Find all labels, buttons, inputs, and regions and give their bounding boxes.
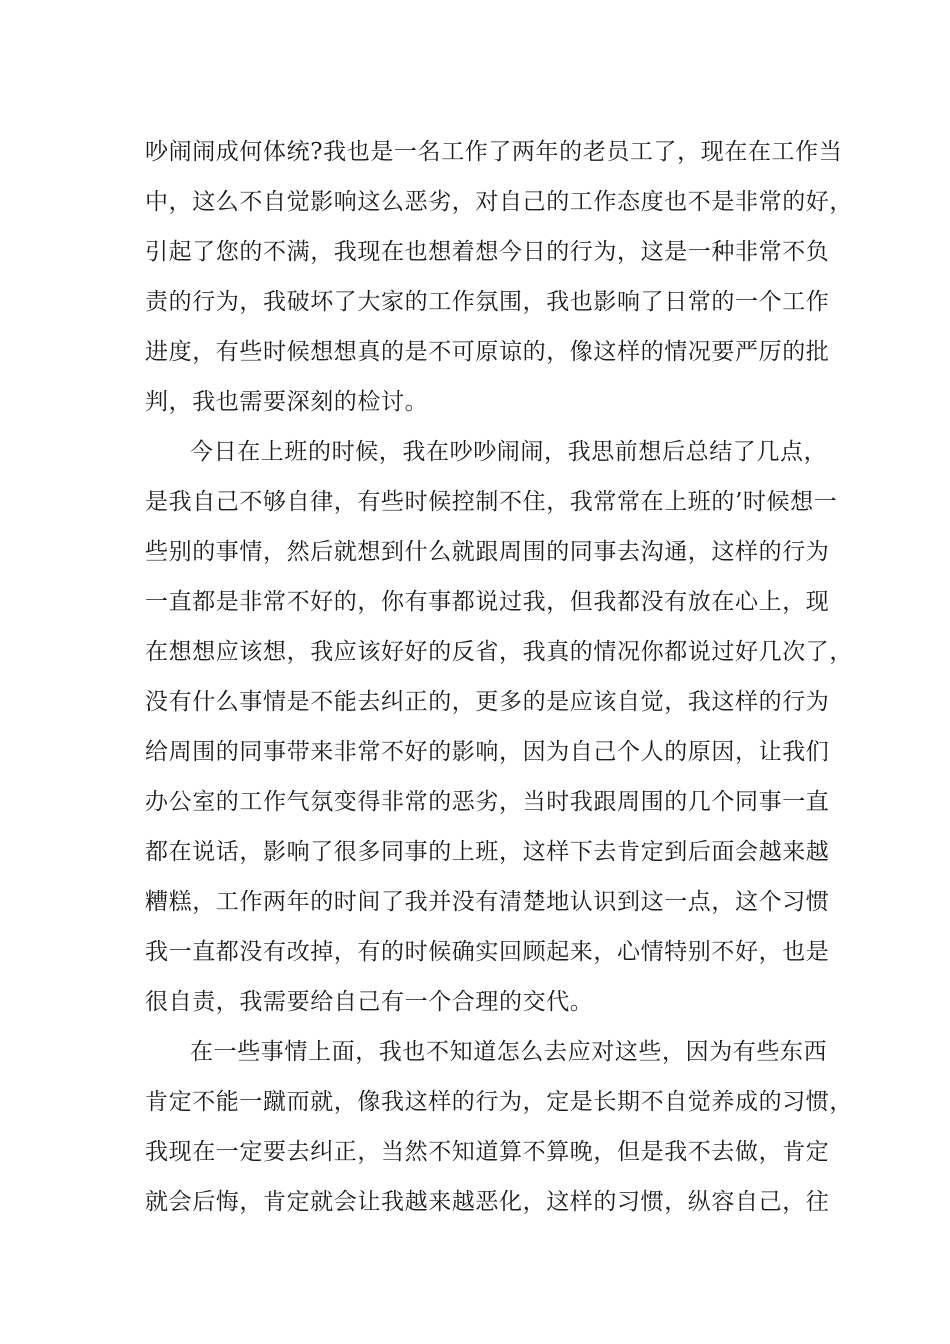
text-line: 是我自己不够自律，有些时候控制不住，我常常在上班的’时候想一 — [145, 489, 838, 515]
text-line: 今日在上班的时候，我在吵吵闹闹，我思前想后总结了几点， — [190, 439, 828, 465]
text-line: 一直都是非常不好的，你有事都说过我，但我都没有放在心上，现 — [145, 589, 830, 615]
text-line: 就会后悔，肯定就会让我越来越恶化，这样的习惯，纵容自己，往 — [145, 1189, 830, 1215]
text-line: 在一些事情上面，我也不知道怎么去应对这些，因为有些东西 — [190, 1039, 828, 1065]
text-line: 引起了您的不满，我现在也想着想今日的行为，这是一种非常不负 — [145, 239, 830, 265]
text-line: 给周围的同事带来非常不好的影响，因为自己个人的原因，让我们 — [145, 739, 830, 765]
text-line: 没有什么事情是不能去纠正的，更多的是应该自觉，我这样的行为 — [145, 689, 830, 715]
text-line: 责的行为，我破坏了大家的工作氛围，我也影响了日常的一个工作 — [145, 289, 830, 315]
text-line: 吵闹闹成何体统?我也是一名工作了两年的老员工了，现在在工作当 — [145, 139, 843, 165]
text-line: 判，我也需要深刻的检讨。 — [145, 389, 429, 415]
text-line: 我现在一定要去纠正，当然不知道算不算晚，但是我不去做，肯定 — [145, 1139, 830, 1165]
text-line: 很自责，我需要给自己有一个合理的交代。 — [145, 989, 594, 1015]
text-line: 进度，有些时候想想真的是不可原谅的，像这样的情况要严厉的批 — [145, 339, 830, 365]
text-line: 肯定不能一蹴而就，像我这样的行为，定是长期不自觉养成的习惯， — [145, 1089, 853, 1115]
text-line: 办公室的工作气氛变得非常的恶劣，当时我跟周围的几个同事一直 — [145, 789, 830, 815]
text-line: 都在说话，影响了很多同事的上班，这样下去肯定到后面会越来越 — [145, 839, 830, 865]
text-line: 在想想应该想，我应该好好的反省，我真的情况你都说过好几次了， — [145, 639, 853, 665]
text-line: 中，这么不自觉影响这么恶劣，对自己的工作态度也不是非常的好， — [145, 189, 853, 215]
text-line: 我一直都没有改掉，有的时候确实回顾起来，心情特别不好，也是 — [145, 939, 830, 965]
text-line: 糟糕，工作两年的时间了我并没有清楚地认识到这一点，这个习惯 — [145, 889, 830, 915]
text-line: 些别的事情，然后就想到什么就跟周围的同事去沟通，这样的行为 — [145, 539, 830, 565]
